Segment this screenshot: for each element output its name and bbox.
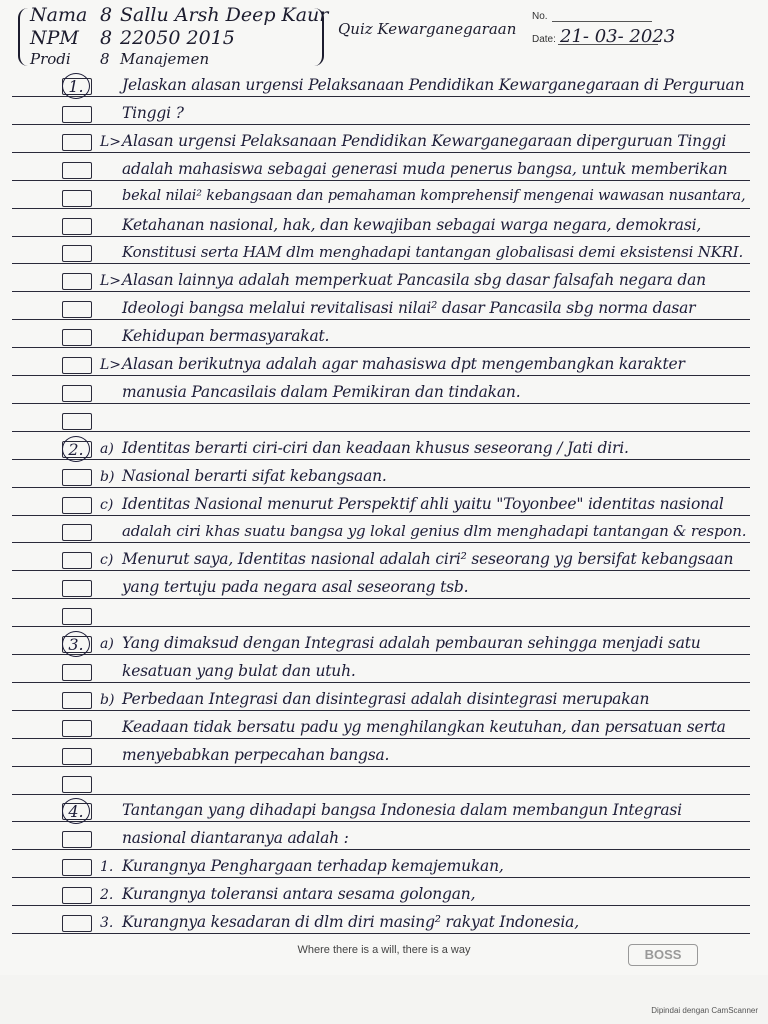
ruled-line xyxy=(12,542,750,543)
answer-line-text: Identitas berarti ciri-ciri dan keadaan khusus seseorang / Jati diri. xyxy=(122,438,629,457)
answer-line-text: Perbedaan Integrasi dan disintegrasi adalah disintegrasi merupakan xyxy=(122,689,650,708)
checkbox[interactable] xyxy=(62,469,92,486)
item-marker: c) xyxy=(100,552,114,569)
prodi-line xyxy=(30,48,209,70)
answer-line-text: adalah mahasiswa sebagai generasi muda penerus bangsa, untuk memberikan xyxy=(122,159,728,178)
answer-line-text: Alasan lainnya adalah memperkuat Pancasila sbg dasar falsafah negara dan xyxy=(122,271,706,290)
checkbox[interactable] xyxy=(62,301,92,318)
date-value: 21- 03- 2023 xyxy=(560,26,676,47)
checkbox[interactable] xyxy=(62,245,92,262)
item-marker: b) xyxy=(100,468,115,485)
checkbox[interactable] xyxy=(62,497,92,514)
checkbox[interactable] xyxy=(62,580,92,597)
ruled-line xyxy=(12,375,750,376)
checkbox[interactable] xyxy=(62,218,92,235)
ruled-line xyxy=(12,626,750,627)
checkbox[interactable] xyxy=(62,357,92,374)
checkbox[interactable] xyxy=(62,887,92,904)
npm-value: 22050 2015 xyxy=(120,27,235,49)
ruled-line xyxy=(12,431,750,432)
checkbox[interactable] xyxy=(62,692,92,709)
right-brace xyxy=(312,8,324,66)
brand-logo: BOSS xyxy=(628,944,698,966)
answer-line-text: Kurangnya kesadaran di dlm diri masing² rakyat Indonesia, xyxy=(122,913,579,931)
item-marker: L> xyxy=(100,133,122,150)
checkbox[interactable] xyxy=(62,329,92,346)
checkbox[interactable] xyxy=(62,106,92,123)
name-value: Sallu Arsh Deep Kaur xyxy=(120,4,329,26)
answer-line-text: Ideologi bangsa melalui revitalisasi nilai² dasar Pancasila sbg norma dasar xyxy=(122,299,696,318)
checkbox[interactable] xyxy=(62,859,92,876)
ruled-line xyxy=(12,208,750,209)
ruled-line xyxy=(12,180,750,181)
ruled-line xyxy=(12,96,750,97)
prodi-separator: 8 xyxy=(100,50,110,68)
checkbox[interactable] xyxy=(62,524,92,541)
answer-line-text: Identitas Nasional menurut Perspektif ahli yaitu "Toyonbee" identitas nasional xyxy=(122,494,724,513)
answer-line-text: Nasional berarti sifat kebangsaan. xyxy=(122,466,387,485)
item-marker: a) xyxy=(100,636,114,652)
item-marker: 1. xyxy=(100,859,114,876)
ruled-line xyxy=(12,236,750,237)
npm-label: NPM xyxy=(30,27,79,49)
answer-line-text: Yang dimaksud dengan Integrasi adalah pembauran sehingga menjadi satu xyxy=(122,634,701,652)
answer-line-text: yang tertuju pada negara asal seseorang tsb. xyxy=(122,578,469,597)
answer-line-text: Alasan urgensi Pelaksanaan Pendidikan Kewarganegaraan diperguruan Tinggi xyxy=(122,131,727,150)
ruled-line xyxy=(12,933,750,934)
answer-line-text: Alasan berikutnya adalah agar mahasiswa dpt mengembangkan karakter xyxy=(122,355,685,373)
prodi-value: Manajemen xyxy=(120,50,210,68)
checkbox[interactable] xyxy=(62,608,92,625)
checkbox[interactable] xyxy=(62,162,92,179)
ruled-line xyxy=(12,654,750,655)
answer-line-text: Kehidupan bermasyarakat. xyxy=(122,327,330,346)
ruled-line xyxy=(12,905,750,906)
answer-line-text: bekal nilai² kebangsaan dan pemahaman komprehensif mengenai wawasan nusantara, xyxy=(122,187,746,204)
checkbox[interactable] xyxy=(62,413,92,430)
ruled-line xyxy=(12,291,750,292)
name-separator: 8 xyxy=(100,4,113,26)
npm-separator: 8 xyxy=(100,27,113,49)
checkbox[interactable] xyxy=(62,385,92,402)
ruled-line xyxy=(12,515,750,516)
answer-line-text: manusia Pancasilais dalam Pemikiran dan tindakan. xyxy=(122,382,521,401)
ruled-line xyxy=(12,124,750,125)
ruled-line xyxy=(12,794,750,795)
ruled-line xyxy=(12,347,750,348)
answer-line-text: Jelaskan alasan urgensi Pelaksanaan Pendidikan Kewarganegaraan di Perguruan xyxy=(122,76,745,94)
checkbox[interactable] xyxy=(62,748,92,765)
checkbox[interactable] xyxy=(62,190,92,207)
ruled-line xyxy=(12,570,750,571)
item-marker: c) xyxy=(100,496,114,513)
checkbox[interactable] xyxy=(62,776,92,793)
answer-line-text: Konstitusi serta HAM dlm menghadapi tantangan globalisasi demi eksistensi NKRI. xyxy=(122,243,744,262)
ruled-line xyxy=(12,849,750,850)
checkbox[interactable] xyxy=(62,664,92,681)
ruled-line xyxy=(12,459,750,460)
ruled-line xyxy=(12,487,750,488)
ruled-line xyxy=(12,403,750,404)
answer-line-text: Tantangan yang dihadapi bangsa Indonesia dalam membangun Integrasi xyxy=(122,801,682,820)
answer-line-text: nasional diantaranya adalah : xyxy=(122,829,349,848)
ruled-line xyxy=(12,682,750,683)
answer-line-text: kesatuan yang bulat dan utuh. xyxy=(122,661,356,680)
student-info xyxy=(12,2,329,68)
ruled-line xyxy=(12,152,750,153)
item-marker: L> xyxy=(100,273,122,290)
checkbox[interactable] xyxy=(62,134,92,151)
checkbox[interactable] xyxy=(62,915,92,932)
answer-line-text: Keadaan tidak bersatu padu yg menghilangkan keutuhan, dan persatuan serta xyxy=(122,717,726,736)
scanner-watermark: Dipindai dengan CamScanner xyxy=(651,1006,758,1015)
item-marker: 2. xyxy=(100,887,114,904)
item-marker: 3. xyxy=(100,915,114,931)
item-marker: a) xyxy=(100,440,114,457)
answer-line-text: menyebabkan perpecahan bangsa. xyxy=(122,745,390,764)
item-marker: L> xyxy=(100,357,122,373)
ruled-line xyxy=(12,738,750,739)
ruled-line xyxy=(12,877,750,878)
date-label: Date: xyxy=(532,34,556,45)
ruled-line xyxy=(12,263,750,264)
ruled-line xyxy=(12,319,750,320)
prodi-label: Prodi xyxy=(30,50,71,68)
item-marker: b) xyxy=(100,691,115,708)
checkbox[interactable] xyxy=(62,831,92,848)
question-number: 4. xyxy=(62,798,90,824)
no-label: No. xyxy=(532,11,548,22)
ruled-line xyxy=(12,710,750,711)
no-line xyxy=(552,21,652,22)
answer-line-text: Tinggi ? xyxy=(122,103,184,122)
ruled-line xyxy=(12,821,750,822)
ruled-line xyxy=(12,598,750,599)
question-number: 3. xyxy=(62,631,90,657)
checkbox[interactable] xyxy=(62,720,92,737)
checkbox[interactable] xyxy=(62,273,92,290)
name-label: Nama xyxy=(30,4,88,26)
question-number: 1. xyxy=(62,73,90,99)
answer-line-text: Menurut saya, Identitas nasional adalah ciri² seseorang yg bersifat kebangsaan xyxy=(122,550,734,569)
answer-line-text: adalah ciri khas suatu bangsa yg lokal genius dlm menghadapi tantangan & respon. xyxy=(122,522,747,541)
quiz-subject: Quiz Kewarganegaraan xyxy=(338,20,517,38)
answer-line-text: Kurangnya Penghargaan terhadap kemajemukan, xyxy=(122,857,504,876)
answer-line-text: Ketahanan nasional, hak, dan kewajiban sebagai warga negara, demokrasi, xyxy=(122,215,702,234)
name-line xyxy=(30,4,328,26)
checkbox[interactable] xyxy=(62,552,92,569)
ruled-line xyxy=(12,766,750,767)
footer-motto: Where there is a will, there is a way xyxy=(297,944,471,956)
answer-line-text: Kurangnya toleransi antara sesama golongan, xyxy=(122,885,476,904)
question-number: 2. xyxy=(62,436,90,462)
npm-line xyxy=(30,27,235,49)
